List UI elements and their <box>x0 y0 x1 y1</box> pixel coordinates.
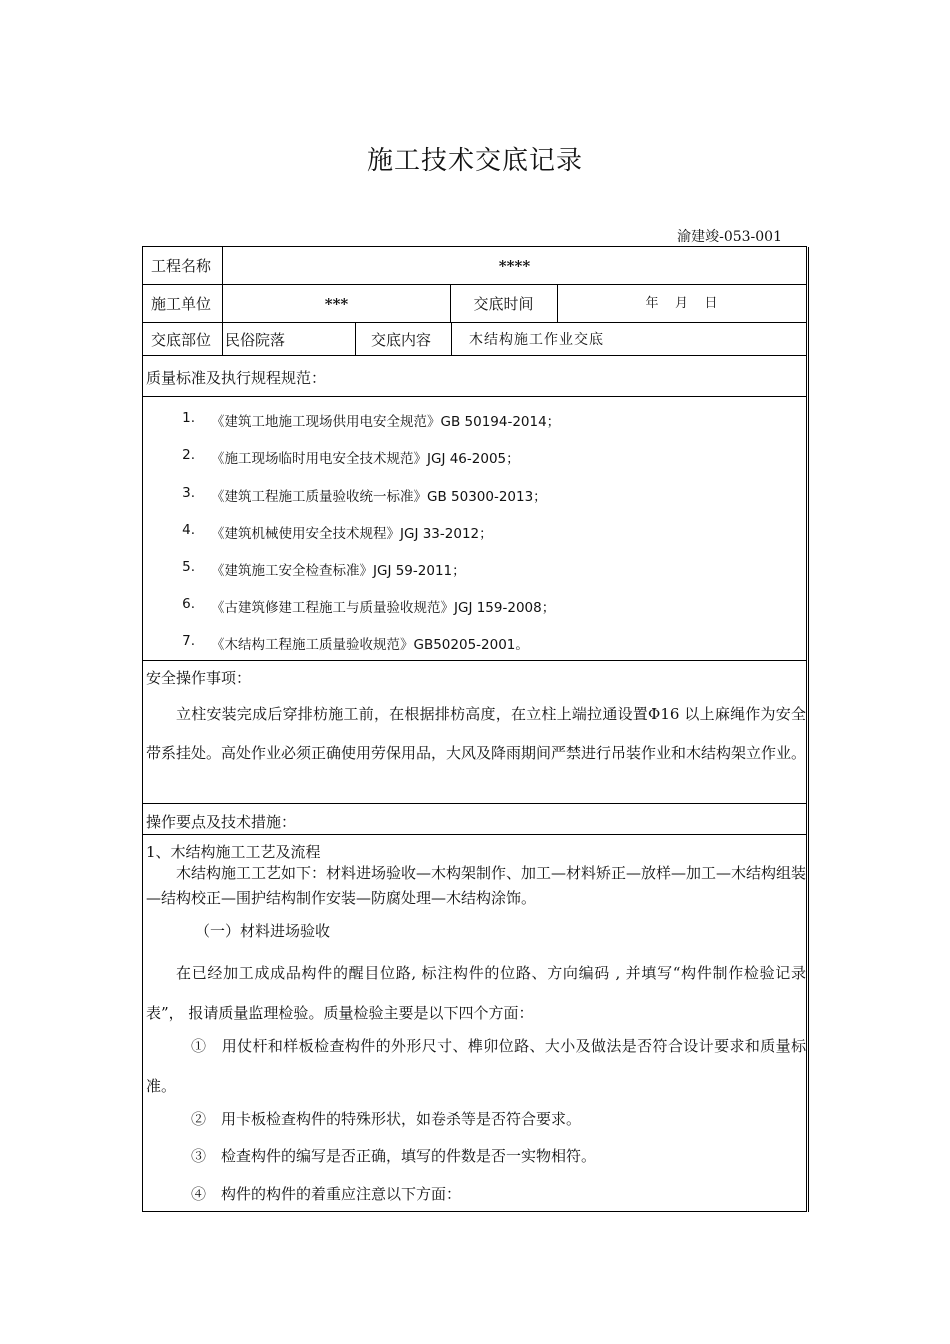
content-label: 交底内容 <box>371 331 432 349</box>
location-label: 交底部位 <box>151 331 212 349</box>
page-title: 施工技术交底记录 <box>366 146 583 176</box>
inspection-point: ③ 检查构件的编写是否正确，填写的件数是否一实物相符。 <box>191 1147 597 1165</box>
date-value: 年 月 日 <box>645 296 718 311</box>
contractor-label: 施工单位 <box>151 295 212 313</box>
standards-heading: 质量标准及执行规程规范： <box>146 369 327 387</box>
safety-text: 立柱安装完成后穿排枋施工前，在根据排枋高度，在立柱上端拉通设置Φ16 以上麻绳作为安全带系挂处。高处作业必须正确使用劳保用品，大风及降雨期间严禁进行吊装作业和木结构架立作业。 <box>146 705 807 762</box>
operations-heading: 操作要点及技术措施： <box>146 813 297 831</box>
inspection-point: ② 用卡板检查构件的特殊形状，如卷杀等是否符合要求。 <box>191 1110 582 1128</box>
document-number: 渝建竣-053-001 <box>677 229 782 245</box>
location-value: 民俗院落 <box>225 331 286 349</box>
safety-heading: 安全操作事项： <box>146 669 252 687</box>
inspection-point: ④ 构件的构件的着重应注意以下方面： <box>191 1185 462 1203</box>
project-name-value: **** <box>498 257 531 275</box>
section-heading: 1、木结构施工工艺及流程 <box>146 843 321 861</box>
date-label: 交底时间 <box>473 295 534 313</box>
record-table: 工程名称 **** 施工单位 *** 交底时间 年 月 日 交底部位 民俗院落 交底内容 木结构施工作业交底 质量标准及执行规程规范： 1. 《建筑工地施工现场供用电安全规范》GB 50194-2014； 2. 《施工现场临时用电安全技术规范》JGJ 46-2005； 3. 《建筑工程施工质量验收统一标准》GB 50300-2013； 4. 《建筑机械使用安全技术规程》JGJ 33-2012； 5. 《建筑施工安全检查标准》JGJ 59-2011； 6. 《古建筑修建工程施工与质量验收规范》JGJ 159-2008； 7. 《木结构工程施工质量验收规范》GB50205-2001。 安全操作事项： 立柱安装完成后穿排枋施工前，在根据排枋高度，在立柱上端拉通设置Φ16 以上麻绳作为安全带系挂处。高处作业必须正确使用劳保用品，大风及降雨期间严禁进行吊装作业和木结构架立作业。 操作要点及技术措施： 1、木结构施工工艺及流程 木结构施工工艺如下：材料进场验收—木构架制作、加工—材料矫正—放样—加工—木结构组装—结构校正—围护结构制作安装—防腐处理—木结构涂饰。 （一）材料进场验收 在已经加工成成品构件的醒目位路, 标注构件的位路、方向编码 , 并填写“构件制作检验记录表”， 报请质量监理检验。质量检验主要是以下四个方面： ① 用仗杆和样板检查构件的外形尺寸、榫卯位路、大小及做法是否符合设计要求和质量标准。 ② 用卡板检查构件的特殊形状，如卷杀等是否符合要求。 ③ 检查构件的编写是否正确，填写的件数是否一实物相符。 ④ 构件的构件的着重应注意以下方面： <box>142 246 807 1212</box>
inspection-text: 在已经加工成成品构件的醒目位路, 标注构件的位路、方向编码 , 并填写“构件制作检验记录表”， 报请质量监理检验。质量检验主要是以下四个方面： <box>146 964 806 1022</box>
project-name-label: 工程名称 <box>151 257 212 275</box>
content-value: 木结构施工作业交底 <box>469 332 604 348</box>
craft-flow-text: 木结构施工工艺如下：材料进场验收—木构架制作、加工—材料矫正—放样—加工—木结构组装—结构校正—围护结构制作安装—防腐处理—木结构涂饰。 <box>146 864 807 907</box>
inspection-point: ① 用仗杆和样板检查构件的外形尺寸、榫卯位路、大小及做法是否符合设计要求和质量标准。 <box>146 1037 806 1095</box>
subsection-heading: （一）材料进场验收 <box>195 922 331 940</box>
contractor-value: *** <box>324 295 349 313</box>
